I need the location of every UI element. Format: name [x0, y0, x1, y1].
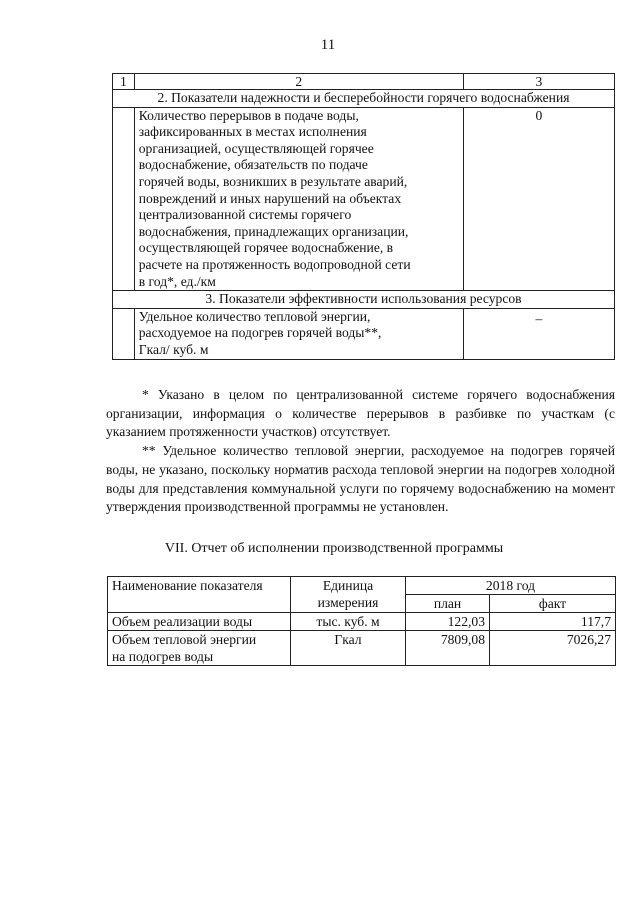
indicator-line: водоснабжения, принадлежащих организации,	[138, 223, 409, 239]
row-unit: тыс. куб. м	[291, 613, 406, 631]
header-cell-3: 3	[463, 74, 614, 90]
row-number-cell	[113, 308, 135, 359]
header-cell-2: 2	[134, 74, 463, 90]
row-number-cell	[113, 107, 135, 291]
indicator-line: расчете на протяженность водопроводной сети	[138, 256, 411, 272]
header-cell-1: 1	[113, 74, 135, 90]
indicator-value: 0	[463, 107, 614, 291]
section3-title: 3. Показатели эффективности использования ресурсов	[113, 291, 615, 309]
report-table	[107, 576, 616, 666]
row-plan: 122,03	[406, 613, 490, 631]
indicator-line: Удельное количество тепловой энергии,	[138, 308, 371, 324]
header-year: 2018 год	[406, 577, 616, 595]
indicator-line: в год*, ед./км	[138, 273, 216, 289]
footnotes	[106, 386, 615, 517]
indicator-line: расходуемое на подогрев горячей воды**,	[138, 325, 382, 341]
indicators-table	[112, 73, 615, 360]
row-fact: 117,7	[490, 613, 616, 631]
indicator-line: организацией, осуществляющей горячее	[138, 140, 374, 156]
row-unit: Гкал	[291, 631, 406, 666]
indicator-line: повреждений и иных нарушений на объектах	[138, 190, 402, 206]
header-fact: факт	[490, 595, 616, 613]
header-plan: план	[406, 595, 490, 613]
row-name-line: Объем тепловой энергии	[112, 632, 257, 647]
row-name: Объем реализации воды	[108, 613, 291, 631]
row-plan: 7809,08	[406, 631, 490, 666]
header-unit	[291, 577, 406, 613]
indicator-line: горячей воды, возникших в результате аварий,	[138, 173, 408, 189]
table-header-row	[113, 74, 615, 90]
indicator-cell	[134, 107, 463, 291]
section2-title: 2. Показатели надежности и бесперебойности горячего водоснабжения	[113, 90, 615, 108]
table-row	[108, 613, 616, 631]
indicator-line: водоснабжение, обязательств по подаче	[138, 157, 368, 173]
indicator-line: осуществляющей горячее водоснабжение, в	[138, 240, 394, 256]
footnote-1: * Указано в целом по централизованной системе горячего водоснабжения организации, информация о количестве перерывов в разбивке по участкам (с указанием протяженности участков) отсутствует.	[106, 387, 615, 440]
section-row	[113, 291, 615, 309]
row-fact: 7026,27	[490, 631, 616, 666]
table-row	[113, 107, 615, 291]
table-row	[108, 631, 616, 666]
indicator-value: –	[463, 308, 614, 359]
indicator-line: Количество перерывов в подаче воды,	[138, 107, 359, 123]
indicator-line: зафиксированных в местах исполнения	[138, 124, 367, 140]
table-row	[113, 308, 615, 359]
header-indicator: Наименование показателя	[108, 577, 291, 613]
footnote-2: ** Удельное количество тепловой энергии, расходуемое на подогрев горячей воды, не указано, поскольку норматив расхода тепловой энергии на подогрев холодной воды для представления коммунальной услуги по горячему водоснабжению на момент утверждения производственной программы не установлен.	[106, 443, 615, 515]
section-row	[113, 90, 615, 108]
indicator-cell	[134, 308, 463, 359]
header-unit-line: измерения	[317, 595, 379, 610]
indicator-line: Гкал/ куб. м	[138, 341, 209, 357]
page-number: 11	[320, 37, 336, 53]
header-unit-line: Единица	[322, 578, 374, 593]
row-name	[108, 631, 291, 666]
section-title: VII. Отчет об исполнении производственной программы	[164, 541, 504, 556]
table-header-row	[108, 577, 616, 595]
row-name-line: на подогрев воды	[112, 649, 214, 664]
indicator-line: централизованной системы горячего	[138, 207, 352, 223]
